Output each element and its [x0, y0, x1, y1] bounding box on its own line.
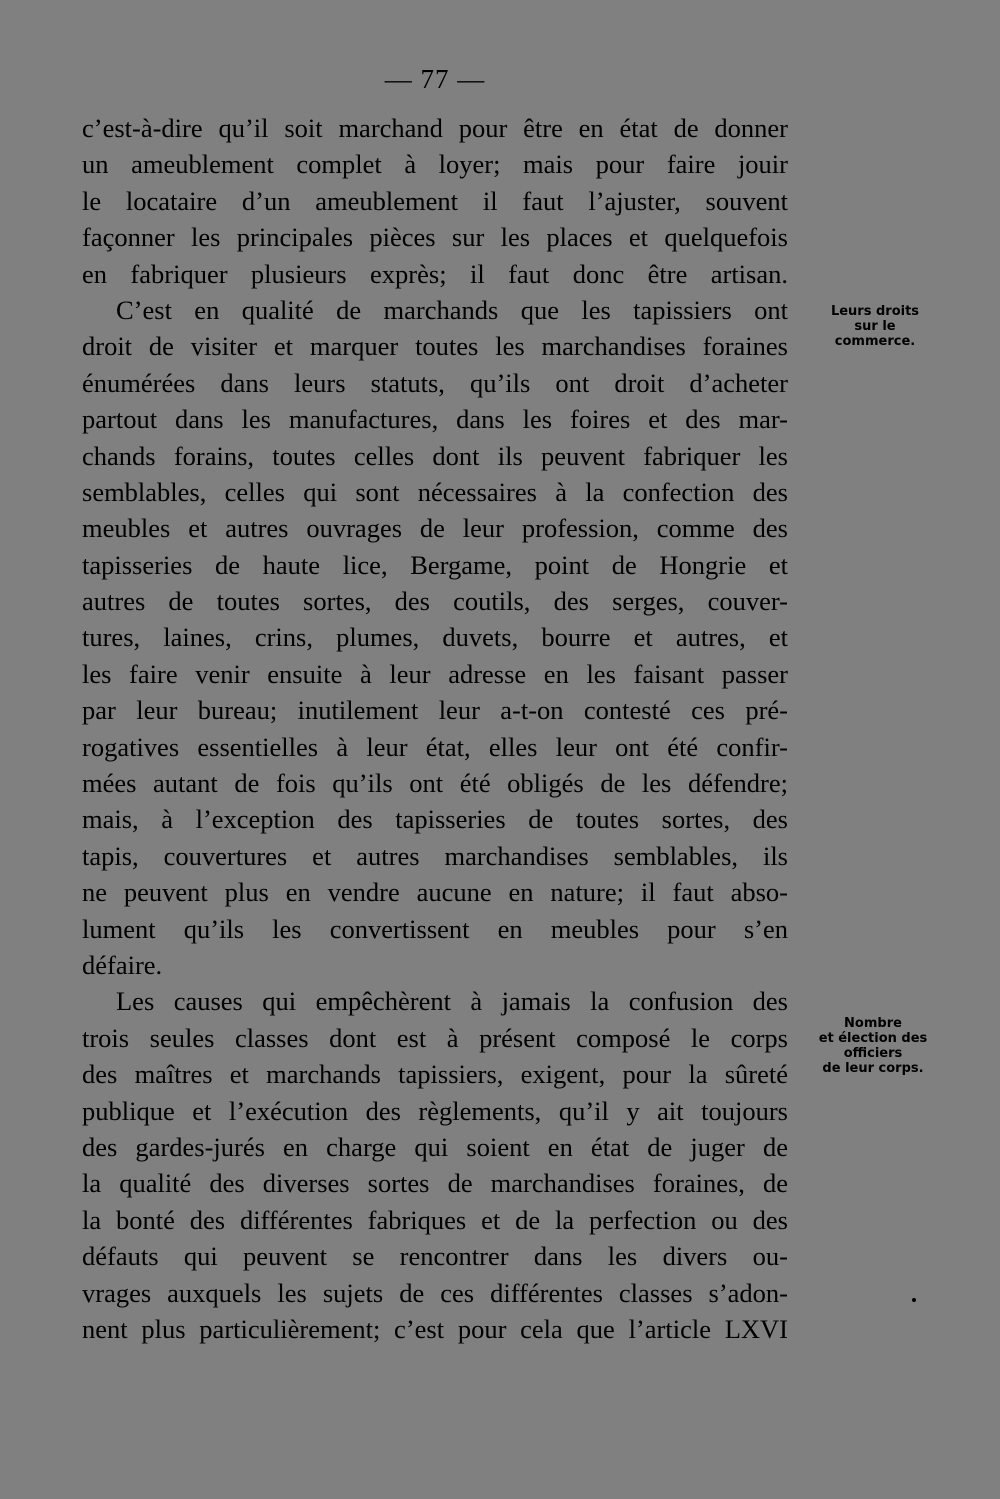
text-line: autres de toutes sortes, des coutils, des serges, couver-: [82, 586, 788, 617]
text-line: meubles et autres ouvrages de leur profession, comme des: [82, 513, 788, 544]
text-line: défaire.: [82, 949, 163, 980]
text-line: tapisseries de haute lice, Bergame, point de Hongrie et: [82, 549, 788, 580]
text-line: trois seules classes dont est à présent composé le corps: [82, 1022, 788, 1053]
text-line: la qualité des diverses sortes de marchandises foraines, de: [82, 1168, 788, 1199]
text-line: des maîtres et marchands tapissiers, exigent, pour la sûreté: [82, 1059, 788, 1090]
margin-note-officers-election: [800, 1016, 946, 1076]
text-line: rogatives essentielles à leur état, elles leur ont été confir-: [82, 731, 788, 762]
text-line: la bonté des différentes fabriques et de la perfection ou des: [82, 1204, 788, 1235]
page-number: — 77 —: [384, 64, 486, 94]
text-line: publique et l’exécution des règlements, qu’il y ait toujours: [82, 1095, 788, 1126]
text-line: c’est-à-dire qu’il soit marchand pour être en état de donner: [82, 113, 788, 143]
text-line: semblables, celles qui sont nécessaires à la confection des: [82, 476, 788, 507]
margin-note-line: officiers: [843, 1046, 903, 1061]
text-line: lument qu’ils les convertissent en meubles pour s’en: [82, 913, 788, 944]
text-line: Les causes qui empêchèrent à jamais la confusion des: [116, 986, 788, 1017]
text-line: tures, laines, crins, plumes, duvets, bourre et autres, et: [82, 622, 788, 653]
margin-note-line: et élection des: [818, 1031, 928, 1046]
text-line: énumérées dans leurs statuts, qu’ils ont droit d’acheter: [82, 367, 788, 398]
text-line: chands forains, toutes celles dont ils peuvent fabriquer les: [82, 440, 788, 471]
text-line: mais, à l’exception des tapisseries de toutes sortes, des: [82, 804, 788, 835]
margin-note-commerce-rights: [812, 304, 938, 349]
margin-note-line: Leurs droits: [830, 304, 920, 319]
margin-note-line: commerce.: [834, 334, 916, 349]
margin-note-line: Nombre: [844, 1016, 902, 1031]
text-line: tapis, couvertures et autres marchandises semblables, ils: [82, 840, 788, 871]
text-line: par leur bureau; inutilement leur a-t-on contesté ces pré-: [82, 695, 788, 726]
text-line: un ameublement complet à loyer; mais pour faire jouir: [82, 149, 788, 180]
text-line: mées autant de fois qu’ils ont été obligés de les défendre;: [82, 768, 788, 799]
stray-mark: [912, 1298, 916, 1302]
text-line: le locataire d’un ameublement il faut l’ajuster, souvent: [82, 185, 788, 216]
text-line: vrages auxquels les sujets de ces différentes classes s’adon-: [82, 1277, 788, 1308]
text-line: ne peuvent plus en vendre aucune en nature; il faut abso-: [82, 877, 788, 908]
body-text: [82, 110, 788, 1347]
text-line: façonner les principales pièces sur les places et quelquefois: [82, 222, 788, 253]
margin-note-line: de leur corps.: [822, 1061, 924, 1076]
text-line: droit de visiter et marquer toutes les marchandises foraines: [82, 331, 788, 362]
text-line: nent plus particulièrement; c’est pour cela que l’article LXVI: [82, 1313, 788, 1344]
text-line: les faire venir ensuite à leur adresse en les faisant passer: [82, 658, 788, 689]
text-line: partout dans les manufactures, dans les foires et des mar-: [82, 404, 788, 435]
text-line: défauts qui peuvent se rencontrer dans les divers ou-: [82, 1241, 788, 1272]
text-line: C’est en qualité de marchands que les tapissiers ont: [116, 294, 788, 325]
text-line: des gardes-jurés en charge qui soient en état de juger de: [82, 1131, 788, 1162]
text-line: en fabriquer plusieurs exprès; il faut donc être artisan.: [82, 258, 788, 289]
margin-note-line: sur le: [854, 319, 896, 334]
